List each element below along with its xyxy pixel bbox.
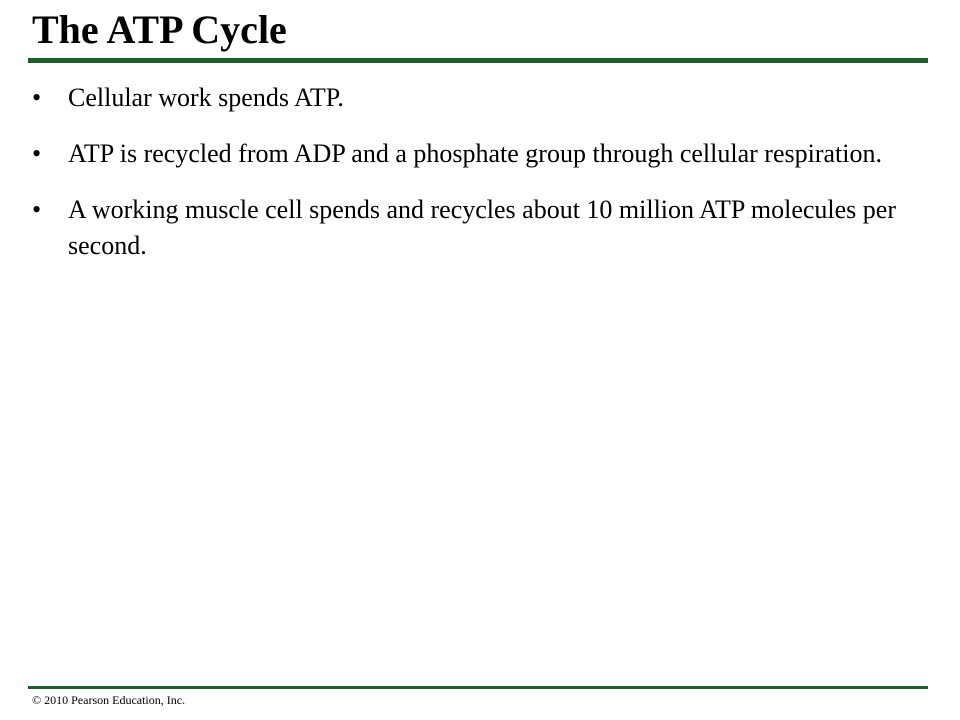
bullet-item (32, 192, 912, 264)
bullet-icon: • (32, 139, 42, 168)
copyright-footer: © 2010 Pearson Education, Inc. (32, 693, 186, 707)
bullet-list (32, 80, 912, 284)
bullet-text: A working muscle cell spends and recycles about 10 million ATP molecules per second. (68, 195, 896, 260)
title-divider (28, 58, 928, 63)
bullet-item (32, 80, 912, 116)
bullet-text: Cellular work spends ATP. (68, 83, 344, 112)
bullet-text: ATP is recycled from ADP and a phosphate group through cellular respiration. (68, 139, 882, 168)
bullet-item (32, 136, 912, 172)
bullet-icon: • (32, 195, 42, 224)
footer-divider (28, 686, 928, 689)
bullet-icon: • (32, 83, 42, 112)
slide-title: The ATP Cycle (32, 7, 287, 52)
